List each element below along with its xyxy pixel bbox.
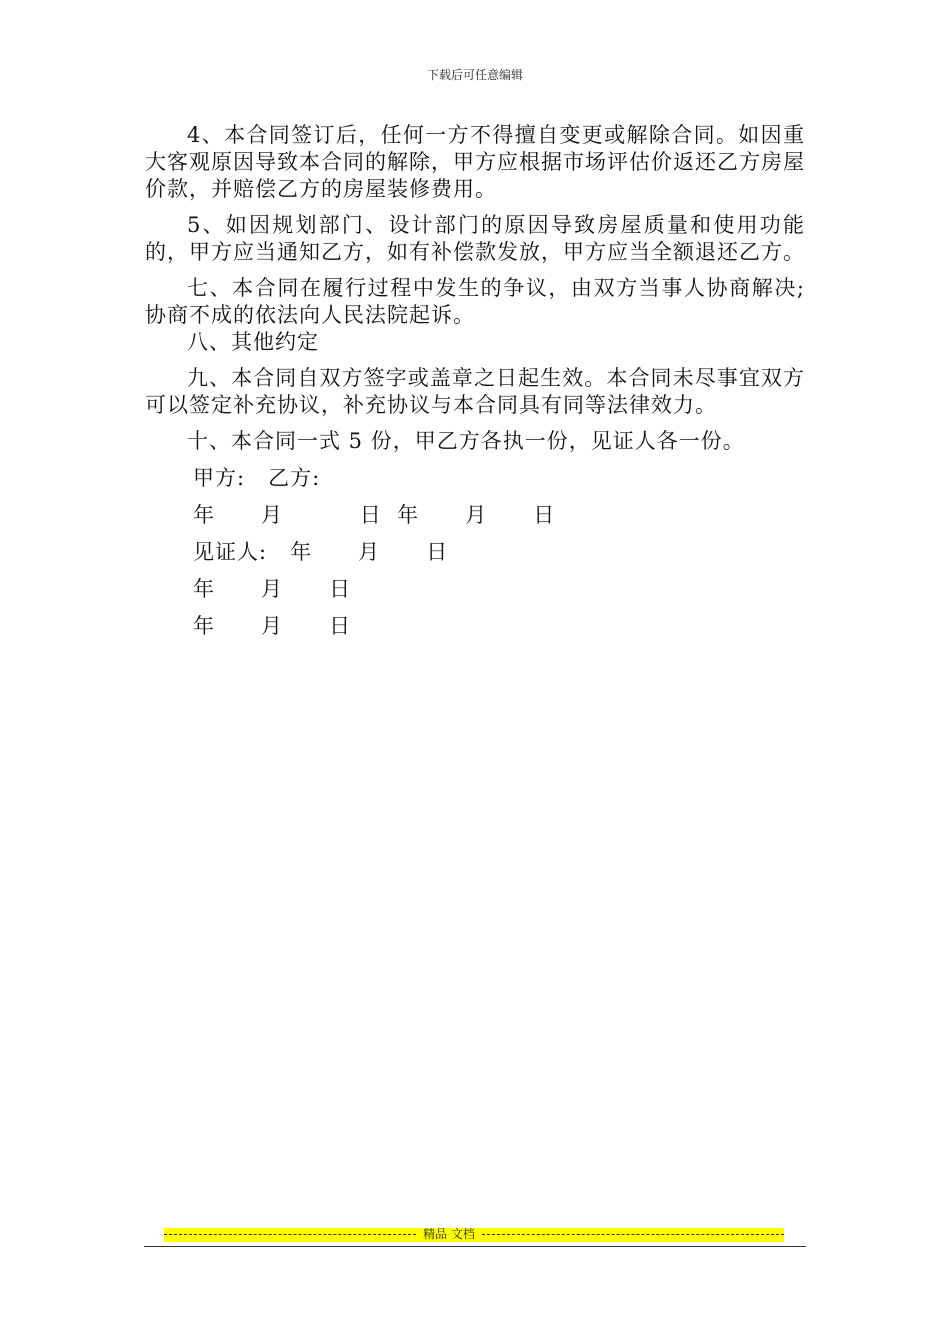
date-line-2: 年 月 日 xyxy=(193,614,352,638)
witness-line: 见证人: 年 月 日 xyxy=(193,540,449,564)
footer-label: 精品 文档 xyxy=(423,1228,475,1241)
document-body xyxy=(145,122,805,650)
footer-dash-left xyxy=(164,1234,416,1235)
page-footer xyxy=(144,1228,806,1247)
header-note: 下载后可任意编辑 xyxy=(426,68,523,82)
date-line-1: 年 月 日 xyxy=(193,577,352,601)
footer-highlight-band xyxy=(164,1228,784,1242)
clause-8: 八、其他约定 xyxy=(187,330,319,354)
footer-rule xyxy=(144,1246,806,1247)
party-date-line: 年 月 日 年 月 日 xyxy=(193,503,556,527)
clause-5: 5、如因规划部门、设计部门的原因导致房屋质量和使用功能的，甲方应当通知乙方，如有补偿款发放，甲方应当全额退还乙方。 xyxy=(145,213,805,264)
party-signature-line: 甲方: 乙方: xyxy=(193,466,321,490)
clause-10: 十、本合同一式 5 份，甲乙方各执一份，见证人各一份。 xyxy=(187,429,745,453)
clause-4: 4、本合同签订后，任何一方不得擅自变更或解除合同。如因重大客观原因导致本合同的解除，甲方应根据市场评估价返还乙方房屋价款，并赔偿乙方的房屋装修费用。 xyxy=(145,123,805,201)
footer-dash-right xyxy=(482,1234,784,1235)
clause-9: 九、本合同自双方签字或盖章之日起生效。本合同未尽事宜双方可以签定补充协议，补充协议与本合同具有同等法律效力。 xyxy=(145,366,805,417)
clause-7: 七、本合同在履行过程中发生的争议，由双方当事人协商解决;协商不成的依法向人民法院起诉。 xyxy=(145,276,805,327)
